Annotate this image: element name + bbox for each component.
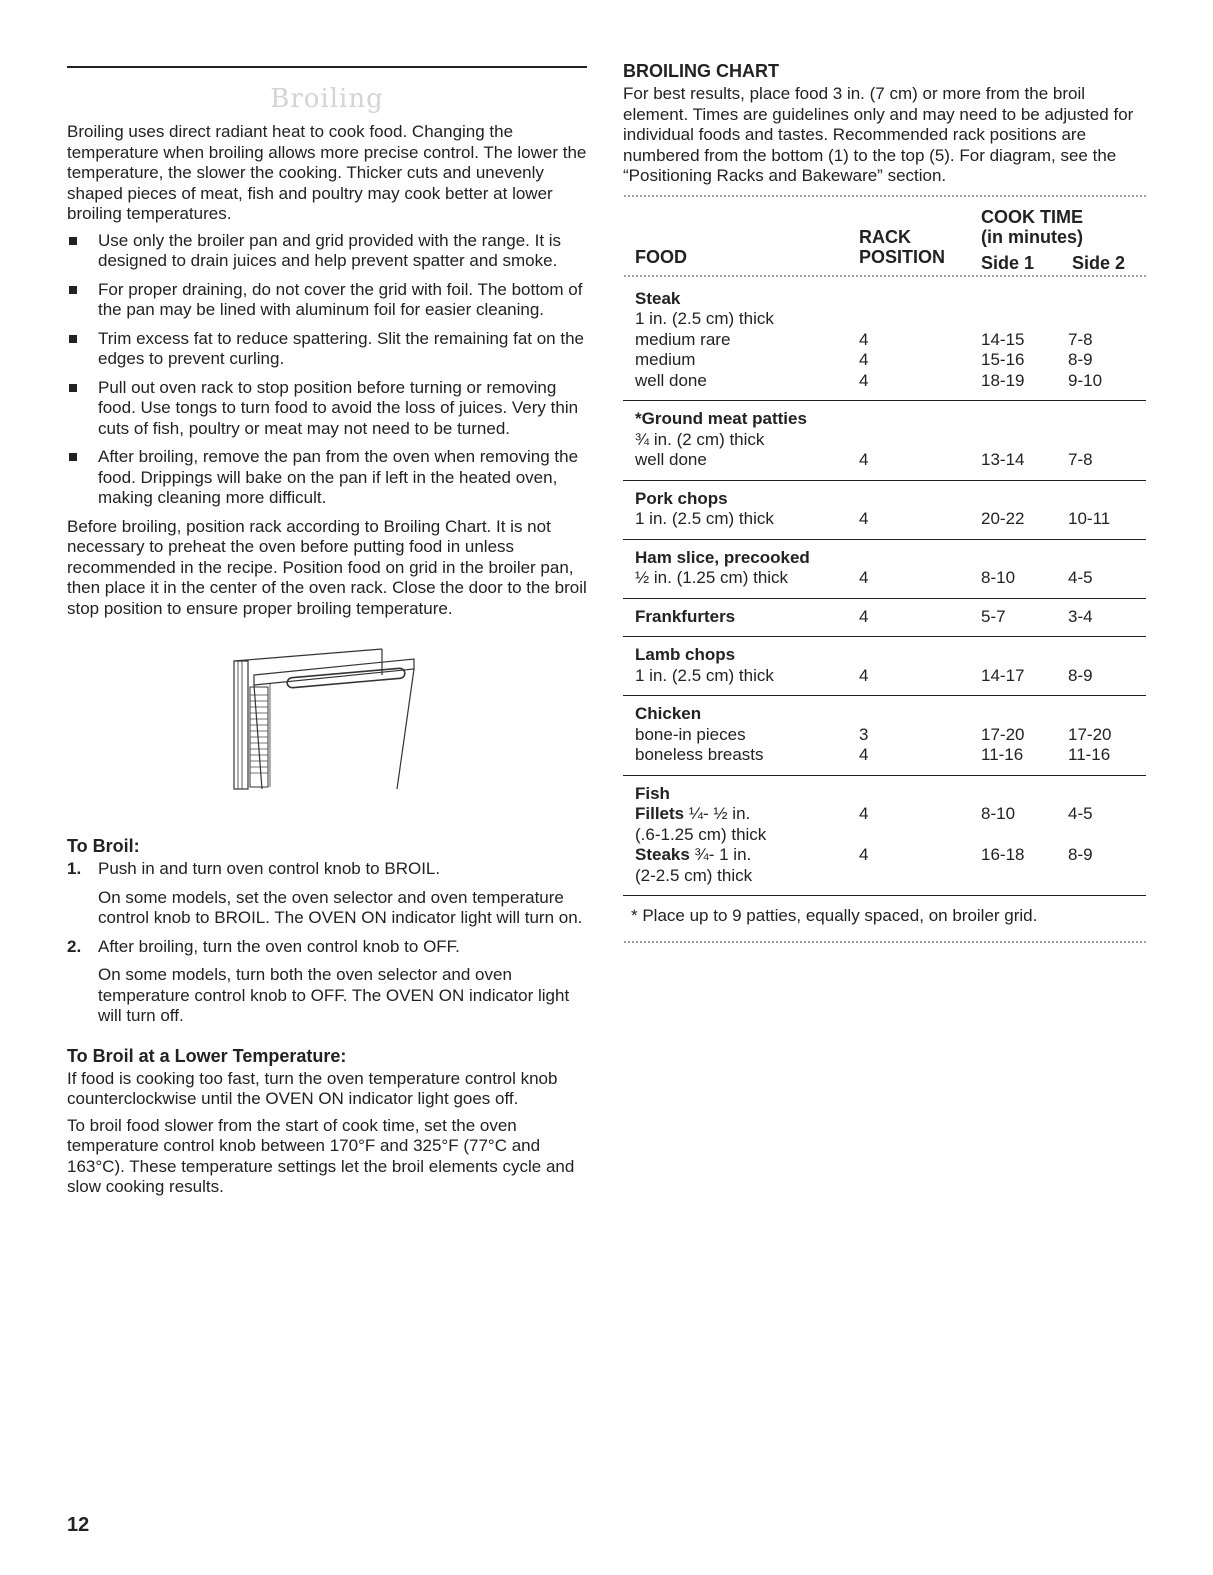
table-line xyxy=(635,409,1146,430)
dotted-divider xyxy=(623,193,1146,199)
food-size-label: ¾- 1 in. xyxy=(689,845,752,864)
tips-list xyxy=(67,231,587,509)
rack-header-line1: RACK xyxy=(859,226,911,247)
side2-time-cell: 8-9 xyxy=(1068,845,1093,864)
side1-time-cell: 16-18 xyxy=(981,845,1025,864)
side1-time-cell: 5-7 xyxy=(981,606,1006,626)
lower-temp-heading: To Broil at a Lower Temperature: xyxy=(67,1045,347,1066)
food-cell: Pork chops xyxy=(635,488,728,508)
rack-position-cell: 4 xyxy=(859,370,869,390)
food-cell: medium rare xyxy=(635,329,731,349)
food-cell xyxy=(635,804,750,825)
section-rule xyxy=(67,66,587,68)
side2-time-cell: 4-5 xyxy=(1068,568,1093,587)
food-cell: Ham slice, precooked xyxy=(635,547,810,567)
rack-position-cell: 4 xyxy=(859,329,869,349)
food-cell: Fish xyxy=(635,783,670,803)
table-line xyxy=(635,666,1146,687)
food-cell: boneless breasts xyxy=(635,745,764,764)
bullet-square-icon xyxy=(69,286,77,294)
table-row xyxy=(623,401,1146,481)
list-item: Pull out oven rack to stop position before turning or removing food. Use tongs to turn food to avoid the loss of juices. Very thin cuts of fish, poultry or meat may not need to be turned. xyxy=(67,378,587,440)
side1-time-cell: 14-17 xyxy=(981,665,1025,685)
table-line xyxy=(635,645,1146,666)
food-cell: Chicken xyxy=(635,704,702,723)
table-line xyxy=(635,804,1146,825)
food-cell: (.6-1.25 cm) thick xyxy=(635,824,767,844)
food-cell: Frankfurters xyxy=(635,606,736,626)
food-cell: ¾ in. (2 cm) thick xyxy=(635,429,765,449)
table-row xyxy=(623,599,1146,638)
bullet-square-icon xyxy=(69,237,77,245)
food-cell: bone-in pieces xyxy=(635,724,746,744)
left-column xyxy=(67,66,587,1204)
side1-time-cell: 11-16 xyxy=(981,745,1024,764)
side1-time-cell: 13-14 xyxy=(981,450,1025,469)
food-cell: well done xyxy=(635,450,707,469)
table-line xyxy=(635,509,1146,530)
bullet-square-icon xyxy=(69,384,77,392)
broiling-chart-table xyxy=(623,281,1146,897)
table-line xyxy=(635,489,1146,510)
chart-title: BROILING CHART xyxy=(623,61,779,81)
rack-position-cell: 4 xyxy=(859,450,869,469)
chart-intro: For best results, place food 3 in. (7 cm) or more from the broil element. Times are guidelines only and may need to be adjusted for individual foods and tastes. Recommended rack positions are numbered from the bottom (1) to the top (5). For diagram, see the “Positioning Racks and Bakeware” section. xyxy=(623,84,1134,185)
table-row xyxy=(623,776,1146,897)
oven-door-illustration xyxy=(67,647,587,797)
to-broil-steps xyxy=(67,859,587,1027)
chart-footnote: * Place up to 9 patties, equally spaced, on broiler grid. xyxy=(631,906,1038,925)
cook-time-header-line2: (in minutes) xyxy=(981,226,1083,247)
food-cell: ½ in. (1.25 cm) thick xyxy=(635,568,789,587)
table-row xyxy=(623,696,1146,776)
table-line xyxy=(635,430,1146,451)
side2-time-cell: 7-8 xyxy=(1068,450,1093,469)
list-item: Use only the broiler pan and grid provided with the range. It is designed to drain juices and help prevent spatter and smoke. xyxy=(67,231,587,272)
side2-time-cell: 11-16 xyxy=(1068,745,1111,764)
food-cell: *Ground meat patties xyxy=(635,409,807,428)
side1-time-cell: 18-19 xyxy=(981,370,1025,390)
lower-temp-paragraph-1: If food is cooking too fast, turn the oven temperature control knob counterclockwise until the OVEN ON indicator light goes off. xyxy=(67,1068,558,1108)
side1-time-cell: 20-22 xyxy=(981,509,1025,528)
rack-position-cell: 4 xyxy=(859,509,869,528)
side2-time-cell: 8-9 xyxy=(1068,350,1093,369)
table-line xyxy=(635,548,1146,569)
food-cell: 1 in. (2.5 cm) thick xyxy=(635,665,774,685)
page-number: 12 xyxy=(67,1514,90,1536)
food-cell: 1 in. (2.5 cm) thick xyxy=(635,309,774,328)
rack-position-cell: 4 xyxy=(859,606,869,626)
table-line xyxy=(635,289,1146,310)
food-cut-label: Fillets xyxy=(635,804,685,823)
step-number: 1. xyxy=(67,859,82,878)
table-line xyxy=(635,330,1146,351)
table-line xyxy=(635,371,1146,392)
table-line xyxy=(635,704,1146,725)
side2-time-cell: 3-4 xyxy=(1068,606,1093,626)
rack-position-cell: 4 xyxy=(859,350,869,369)
food-cell: medium xyxy=(635,350,696,369)
side2-time-cell: 7-8 xyxy=(1068,329,1093,349)
right-column xyxy=(623,60,1146,951)
list-item xyxy=(67,937,587,1027)
cook-time-header-line1: COOK TIME xyxy=(981,206,1083,227)
before-broiling-paragraph: Before broiling, position rack according to Broiling Chart. It is not necessary to preheat the oven before putting food in unless recommended in the recipe. Position food on grid in the broiler pan, then place it in the center of the oven rack. Close the door to the broil stop position to ensure proper broiling temperature. xyxy=(67,516,587,618)
food-size-label: ¼- ½ in. xyxy=(684,804,751,823)
bullet-square-icon xyxy=(69,453,77,461)
food-cell xyxy=(635,845,751,866)
table-line xyxy=(635,607,1146,628)
side1-time-cell: 17-20 xyxy=(981,724,1025,744)
table-row xyxy=(623,637,1146,696)
table-row xyxy=(623,281,1146,402)
side2-time-cell: 4-5 xyxy=(1068,804,1093,823)
rack-position-cell: 4 xyxy=(859,845,869,864)
rack-position-cell: 4 xyxy=(859,804,869,823)
table-line xyxy=(635,784,1146,805)
oven-door-broil-stop-icon xyxy=(232,647,422,797)
step-text: After broiling, turn the oven control knob to OFF. xyxy=(98,936,460,956)
side1-header: Side 1 xyxy=(981,252,1035,273)
to-broil-heading: To Broil: xyxy=(67,836,140,856)
food-cell: well done xyxy=(635,370,707,390)
step-number: 2. xyxy=(67,936,82,956)
list-item xyxy=(67,859,587,929)
table-row xyxy=(623,481,1146,540)
side1-time-cell: 8-10 xyxy=(981,804,1016,823)
table-line xyxy=(635,568,1146,589)
bullet-square-icon xyxy=(69,335,77,343)
table-line xyxy=(635,745,1146,766)
table-line xyxy=(635,350,1146,371)
rack-position-cell: 4 xyxy=(859,745,869,764)
side1-time-cell: 15-16 xyxy=(981,350,1025,369)
list-item: After broiling, remove the pan from the oven when removing the food. Drippings will bake on the pan if left in the heated oven, making cleaning more difficult. xyxy=(67,447,587,509)
food-cell: (2-2.5 cm) thick xyxy=(635,865,753,885)
dotted-divider xyxy=(623,273,1146,279)
section-title: Broiling xyxy=(270,84,384,114)
food-cell: Steak xyxy=(635,288,681,308)
table-line xyxy=(635,825,1146,846)
lower-temp-paragraph-2: To broil food slower from the start of cook time, set the oven temperature control knob between 170°F and 325°F (77°C and 163°C). These temperature settings let the broil elements cycle and slow cooking results. xyxy=(67,1115,575,1196)
side2-time-cell: 9-10 xyxy=(1068,370,1103,390)
chart-header xyxy=(623,205,1146,273)
rack-header-line2: POSITION xyxy=(859,246,946,267)
list-item: Trim excess fat to reduce spattering. Slit the remaining fat on the edges to prevent curling. xyxy=(67,329,587,370)
intro-paragraph: Broiling uses direct radiant heat to cook food. Changing the temperature when broiling allows more precise control. The lower the temperature, the slower the cooking. Thicker cuts and unevenly shaped pieces of meat, fish and poultry may cook better at lower broiling temperatures. xyxy=(67,122,587,223)
list-item: For proper draining, do not cover the grid with foil. The bottom of the pan may be lined with aluminum foil for easier cleaning. xyxy=(67,280,587,321)
dotted-divider xyxy=(623,939,1146,945)
table-line xyxy=(635,866,1146,887)
food-header: FOOD xyxy=(635,246,687,267)
side2-time-cell: 17-20 xyxy=(1068,724,1112,744)
rack-position-cell: 4 xyxy=(859,665,869,685)
side1-time-cell: 8-10 xyxy=(981,568,1016,587)
table-line xyxy=(635,845,1146,866)
step-subtext: On some models, turn both the oven selector and oven temperature control knob to OFF. The OVEN ON indicator light will turn off. xyxy=(98,965,570,1025)
side2-header: Side 2 xyxy=(1072,252,1126,273)
table-line xyxy=(635,725,1146,746)
side2-time-cell: 8-9 xyxy=(1068,665,1093,685)
table-line xyxy=(635,450,1146,471)
step-text: Push in and turn oven control knob to BROIL. xyxy=(98,859,441,878)
food-cell: 1 in. (2.5 cm) thick xyxy=(635,509,774,528)
side2-time-cell: 10-11 xyxy=(1068,509,1111,528)
food-cell: Lamb chops xyxy=(635,645,736,664)
food-cut-label: Steaks xyxy=(635,845,690,864)
rack-position-cell: 4 xyxy=(859,568,869,587)
step-subtext: On some models, set the oven selector and oven temperature control knob to BROIL. The OVEN ON indicator light will turn on. xyxy=(98,887,583,927)
table-row xyxy=(623,540,1146,599)
table-line xyxy=(635,309,1146,330)
rack-position-cell: 3 xyxy=(859,724,869,744)
side1-time-cell: 14-15 xyxy=(981,329,1025,349)
